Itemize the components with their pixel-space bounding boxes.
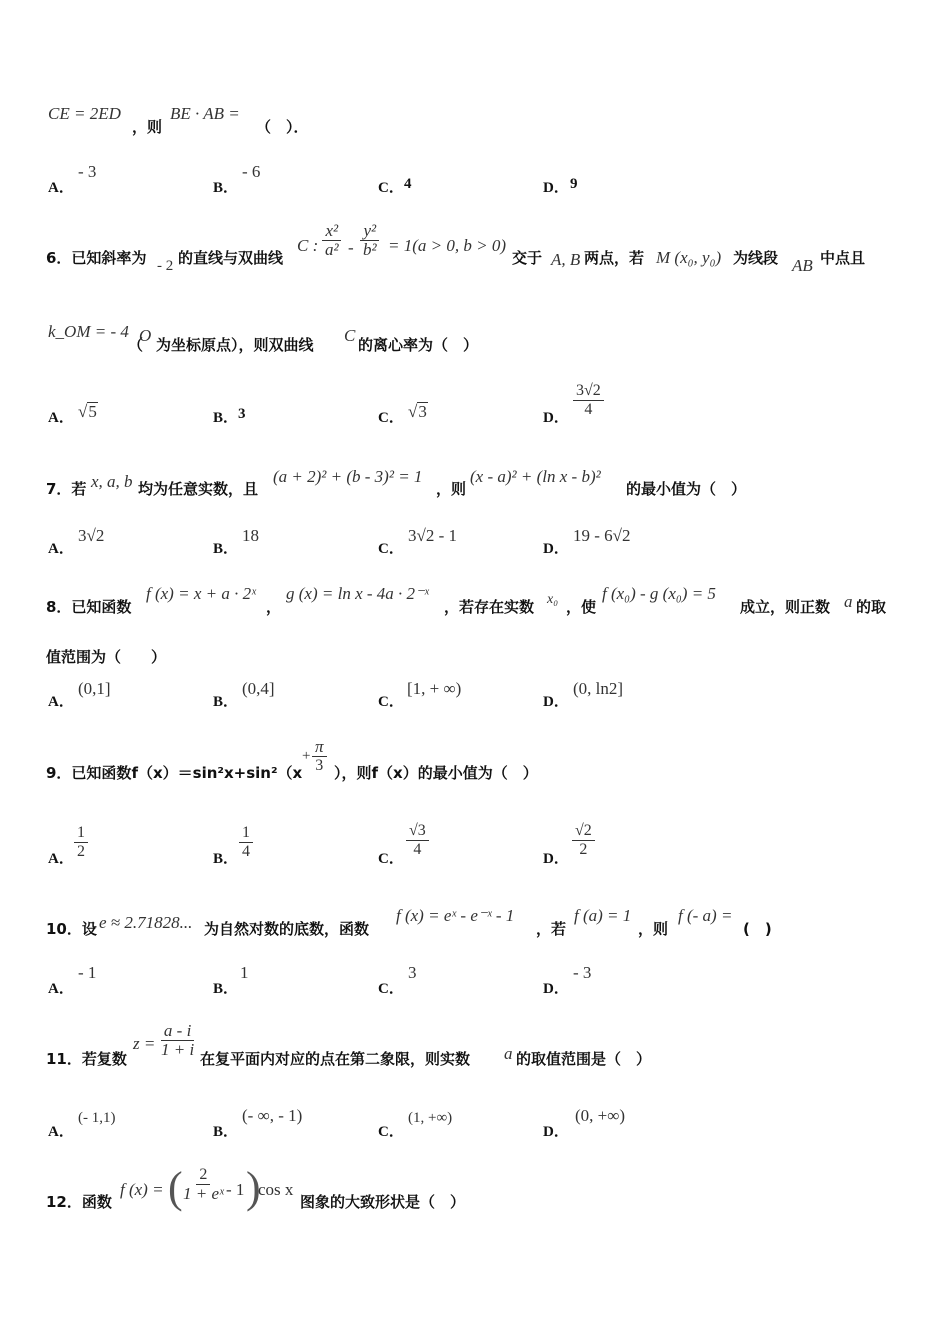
- q5-option-d-label: D．: [543, 180, 569, 196]
- q10-text-1: 为自然对数的底数，函数: [204, 920, 370, 938]
- q5-option-b-label: B．: [213, 180, 239, 196]
- q8-function-f: f (x) = x + a · 2ˣ: [146, 584, 256, 603]
- q6-option-b-value: 3: [238, 406, 246, 422]
- q11-option-c-label: C．: [378, 1124, 404, 1140]
- q9-number: 9．已知函数f（x）＝sin²x+sin²（x: [46, 764, 303, 782]
- q11-option-b-label: B．: [213, 1124, 239, 1140]
- q6-option-a-label: A．: [48, 410, 74, 426]
- q6-text-6b: 为坐标原点），则双曲线: [156, 336, 314, 354]
- q11-a: a: [504, 1044, 513, 1063]
- q8-text-5: 值范围为（ ）: [46, 648, 167, 666]
- q11-text-1: 在复平面内对应的点在第二象限，则实数: [200, 1050, 471, 1068]
- q5-expr-ce: CE = 2ED: [48, 104, 121, 123]
- q9-frac-pi: $\frac{\pi}{3}$: [312, 738, 327, 775]
- q11-number: 11．若复数: [46, 1050, 127, 1068]
- q9-option-c-frac: $\frac{√3}{4}$: [406, 822, 429, 859]
- q7-text-3: 的最小值为（ ）: [626, 480, 747, 498]
- q8-option-c-value: [1, + ∞): [407, 679, 462, 698]
- q6-text-3: 两点，若: [584, 249, 645, 267]
- q11-fraction: $\frac{a - i}{1 + i}$: [161, 1021, 195, 1059]
- q6-option-d-label: D．: [543, 410, 569, 426]
- q5-option-c-value: 4: [404, 176, 412, 192]
- q9-plus: +: [302, 748, 311, 764]
- q8-text-3: 成立，则正数: [740, 598, 831, 616]
- q10-function: f (x) = eˣ - e⁻ˣ - 1: [396, 906, 515, 925]
- q9-option-b-frac: $\frac{1}{4}$: [239, 824, 253, 861]
- q12-text-1: 图象的大致形状是（ ）: [300, 1193, 466, 1211]
- q6-slope: - 2: [157, 258, 174, 274]
- q10-option-c-label: C．: [378, 981, 404, 997]
- q5-text: ，则: [132, 118, 163, 136]
- q7-option-c-value: 3√2 - 1: [408, 526, 457, 545]
- q11-option-d-value: (0, +∞): [575, 1106, 626, 1125]
- q6-text-1: 的直线与双曲线: [178, 249, 284, 267]
- q10-text-3: ，则: [638, 920, 669, 938]
- q9-option-d-label: D．: [543, 851, 569, 867]
- q6-number: 6．已知斜率为: [46, 249, 147, 267]
- q6-option-d-frac: $\frac{3√2}{4}$: [573, 382, 604, 419]
- q10-number: 10．设: [46, 920, 97, 938]
- q9-option-a-label: A．: [48, 851, 74, 867]
- q7-vars: x, a, b: [91, 472, 133, 491]
- q6-text-5: 中点且: [820, 249, 866, 267]
- q8-x0: x₀: [547, 592, 559, 607]
- q12-fraction: $\frac{2}{\text{1 + eˣ}}$: [183, 1166, 224, 1203]
- q5-paren: （ ）．: [256, 118, 309, 136]
- q10-condition: f (a) = 1: [574, 906, 632, 925]
- q9-option-c-label: C．: [378, 851, 404, 867]
- q7-text-1: 均为任意实数，且: [138, 480, 259, 498]
- q8-option-a-label: A．: [48, 694, 74, 710]
- q8-sep: ，: [266, 598, 282, 616]
- q9-text-1: ），则f（x）的最小值为（ ）: [334, 764, 538, 782]
- q8-option-c-label: C．: [378, 694, 404, 710]
- q8-option-d-label: D．: [543, 694, 569, 710]
- q6-curve: C: [344, 326, 356, 345]
- q8-option-a-value: (0,1]: [78, 679, 111, 698]
- q6-text-6a: （: [128, 336, 144, 354]
- q11-z: z =: [133, 1034, 156, 1053]
- q8-number: 8．已知函数: [46, 598, 132, 616]
- q7-option-d-label: D．: [543, 541, 569, 557]
- q10-option-d-label: D．: [543, 981, 569, 997]
- q6-frac-x: $\frac{\text{x²}}{\text{a²}}$: [322, 222, 342, 259]
- q8-text-1: ，若存在实数: [444, 598, 535, 616]
- q11-option-c-value: (1, +∞): [408, 1110, 453, 1126]
- q5-expr-dot: BE · AB =: [170, 104, 240, 123]
- q9-option-b-label: B．: [213, 851, 239, 867]
- q6-curve-head: C :: [297, 236, 319, 255]
- q6-text-2: 交于: [512, 249, 543, 267]
- q10-text-4: ( ): [743, 920, 772, 938]
- q7-number: 7．若: [46, 480, 87, 498]
- q8-text-2: ，使: [566, 598, 597, 616]
- q7-option-d-value: 19 - 6√2: [573, 526, 631, 545]
- q6-curve-tail: = 1(a > 0, b > 0): [388, 236, 506, 255]
- q5-option-d-value: 9: [570, 176, 578, 192]
- q9-option-d-frac: $\frac{√2}{2}$: [572, 822, 595, 859]
- q11-option-d-label: D．: [543, 1124, 569, 1140]
- q6-option-c-value: √3: [408, 402, 427, 421]
- q8-text-4: 的取: [856, 598, 887, 616]
- q12-number: 12．函数: [46, 1193, 112, 1211]
- q6-frac-y: $\frac{\text{y²}}{\text{b²}}$: [360, 222, 380, 259]
- q5-option-c-label: C．: [378, 180, 404, 196]
- q6-midpoint: M (x₀, y₀): [656, 248, 722, 267]
- q7-option-a-value: 3√2: [78, 526, 105, 545]
- q5-option-a-label: A．: [48, 180, 74, 196]
- q6-option-c-label: C．: [378, 410, 404, 426]
- q12-right-paren-icon: ): [246, 1163, 261, 1212]
- q12-cos: cos x: [258, 1180, 294, 1199]
- q10-option-b-label: B．: [213, 981, 239, 997]
- q10-option-c-value: 3: [408, 963, 417, 982]
- q7-expression: (x - a)² + (ln x - b)²: [470, 467, 601, 486]
- q7-condition: (a + 2)² + (b - 3)² = 1: [273, 467, 423, 486]
- q6-segment: AB: [792, 256, 813, 275]
- q8-condition: f (x₀) - g (x₀) = 5: [602, 584, 716, 603]
- q10-ask: f (- a) =: [678, 906, 733, 925]
- q6-minus: -: [348, 238, 354, 257]
- q6-text-7: 的离心率为（ ）: [358, 336, 479, 354]
- q10-text-2: ，若: [536, 920, 567, 938]
- q6-option-a-value: √5: [78, 402, 97, 421]
- q11-option-a-label: A．: [48, 1124, 74, 1140]
- q10-option-b-value: 1: [240, 963, 249, 982]
- q10-e-value: e ≈ 2.71828...: [99, 913, 193, 932]
- q6-kom: k_OM = - 4: [48, 322, 129, 341]
- q9-option-a-frac: $\frac{1}{2}$: [74, 824, 88, 861]
- q5-option-a-value: - 3: [78, 162, 97, 181]
- q11-option-a-value: (- 1,1): [78, 1110, 116, 1126]
- q10-option-a-value: - 1: [78, 963, 97, 982]
- q8-option-b-value: (0,4]: [242, 679, 275, 698]
- q8-option-b-label: B．: [213, 694, 239, 710]
- q12-minus-one: - 1: [226, 1180, 245, 1199]
- q7-option-a-label: A．: [48, 541, 74, 557]
- q10-option-d-value: - 3: [573, 963, 592, 982]
- q6-text-4: 为线段: [733, 249, 779, 267]
- q7-option-b-label: B．: [213, 541, 239, 557]
- q6-points: A, B: [551, 250, 581, 269]
- q8-function-g: g (x) = ln x - 4a · 2⁻ˣ: [286, 584, 429, 603]
- q11-text-2: 的取值范围是（ ）: [516, 1050, 652, 1068]
- q8-a: a: [844, 592, 853, 611]
- q12-left-paren-icon: (: [168, 1163, 183, 1212]
- q7-option-c-label: C．: [378, 541, 404, 557]
- q10-option-a-label: A．: [48, 981, 74, 997]
- q7-option-b-value: 18: [242, 526, 259, 545]
- q6-origin: O: [139, 326, 152, 345]
- q11-option-b-value: (- ∞, - 1): [242, 1106, 303, 1125]
- q12-f: f (x) =: [120, 1180, 164, 1199]
- q6-option-b-label: B．: [213, 410, 239, 426]
- q7-text-2: ，则: [436, 480, 467, 498]
- q8-option-d-value: (0, ln2]: [573, 679, 624, 698]
- q5-option-b-value: - 6: [242, 162, 261, 181]
